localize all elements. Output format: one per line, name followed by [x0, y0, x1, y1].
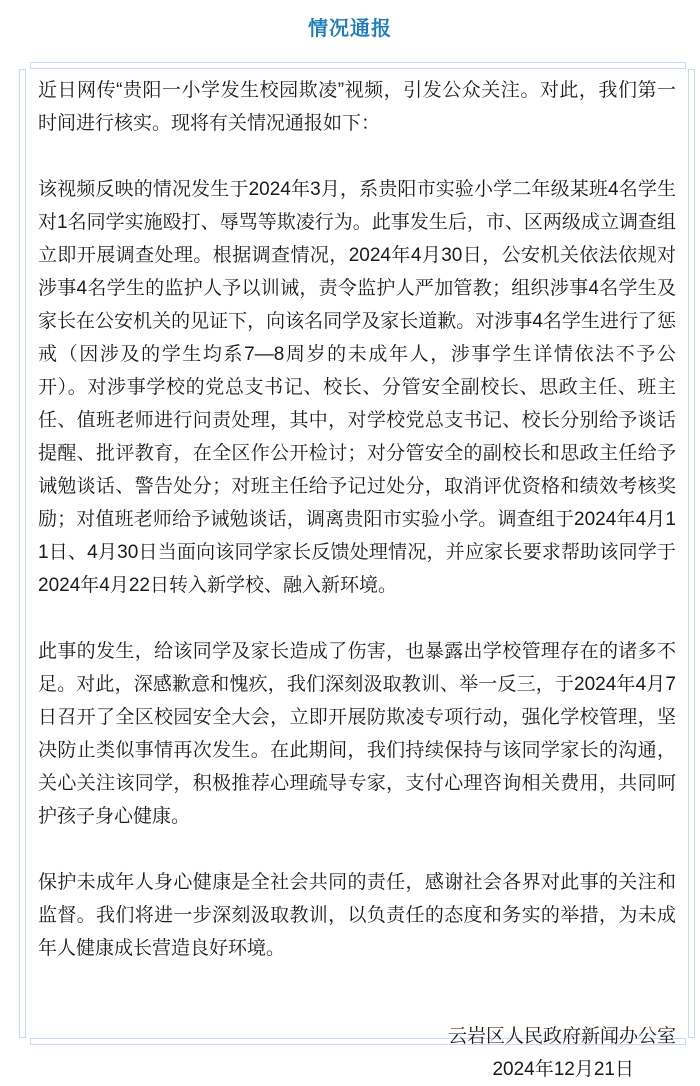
card-frame-top-border: [30, 62, 686, 69]
notice-card: [38, 74, 676, 1086]
card-frame-left-border: [19, 69, 26, 1038]
card-frame-right-border: [688, 69, 695, 1038]
notice-paragraph-closing: 保护未成年人身心健康是全社会共同的责任，感谢社会各界对此事的关注和监督。我们将进一步深刻汲取教训，以负责任的态度和务实的举措，为未成年人健康成长营造良好环境。: [38, 872, 676, 959]
issue-date: 2024年12月21日: [492, 1059, 634, 1080]
notice-paragraph-intro: 近日网传“贵阳一小学发生校园欺凌”视频，引发公众关注。对此，我们第一时间进行核实。现将有关情况通报如下：: [38, 80, 676, 134]
notice-paragraph-investigation: 该视频反映的情况发生于2024年3月，系贵阳市实验小学二年级某班4名学生对1名同学实施殴打、辱骂等欺凌行为。此事发生后，市、区两级成立调查组立即开展调查处理。根据调查情况，2024年4月30日，公安机关依法依规对涉事4名学生的监护人予以训诫，责令监护人严加管教；组织涉事4名学生及家长在公安机关的见证下，向该名同学及家长道歉。对涉事4名学生进行了惩戒（因涉及的学生均系7—8周岁的未成年人，涉事学生详情依法不予公开）。对涉事学校的党总支书记、校长、分管安全副校长、思政主任、班主任、值班老师进行问责处理，其中，对学校党总支书记、校长分别给予谈话提醒、批评教育，在全区作公开检讨；对分管安全的副校长和思政主任给予诫勉谈话、警告处分；对班主任给予记过处分，取消评优资格和绩效考核奖励；对值班老师给予诫勉谈话，调离贵阳市实验小学。调查组于2024年4月11日、4月30日当面向该同学家长反馈处理情况，并应家长要求帮助该同学于2024年4月22日转入新学校、融入新环境。: [38, 179, 676, 596]
signature-block: [38, 1020, 676, 1086]
issuing-office: 云岩区人民政府新闻办公室: [447, 1026, 676, 1047]
page-title: 情况通报: [308, 18, 392, 40]
notice-paragraph-apology: 此事的发生，给该同学及家长造成了伤害，也暴露出学校管理存在的诸多不足。对此，深感歉意和愧疚，我们深刻汲取教训、举一反三，于2024年4月7日召开了全区校园安全大会，立即开展防欺凌专项行动，强化学校管理，坚决防止类似事情再次发生。在此期间，我们持续保持与该同学家长的沟通，关心关注该同学，积极推荐心理疏导专家，支付心理咨询相关费用，共同呵护孩子身心健康。: [38, 641, 676, 827]
